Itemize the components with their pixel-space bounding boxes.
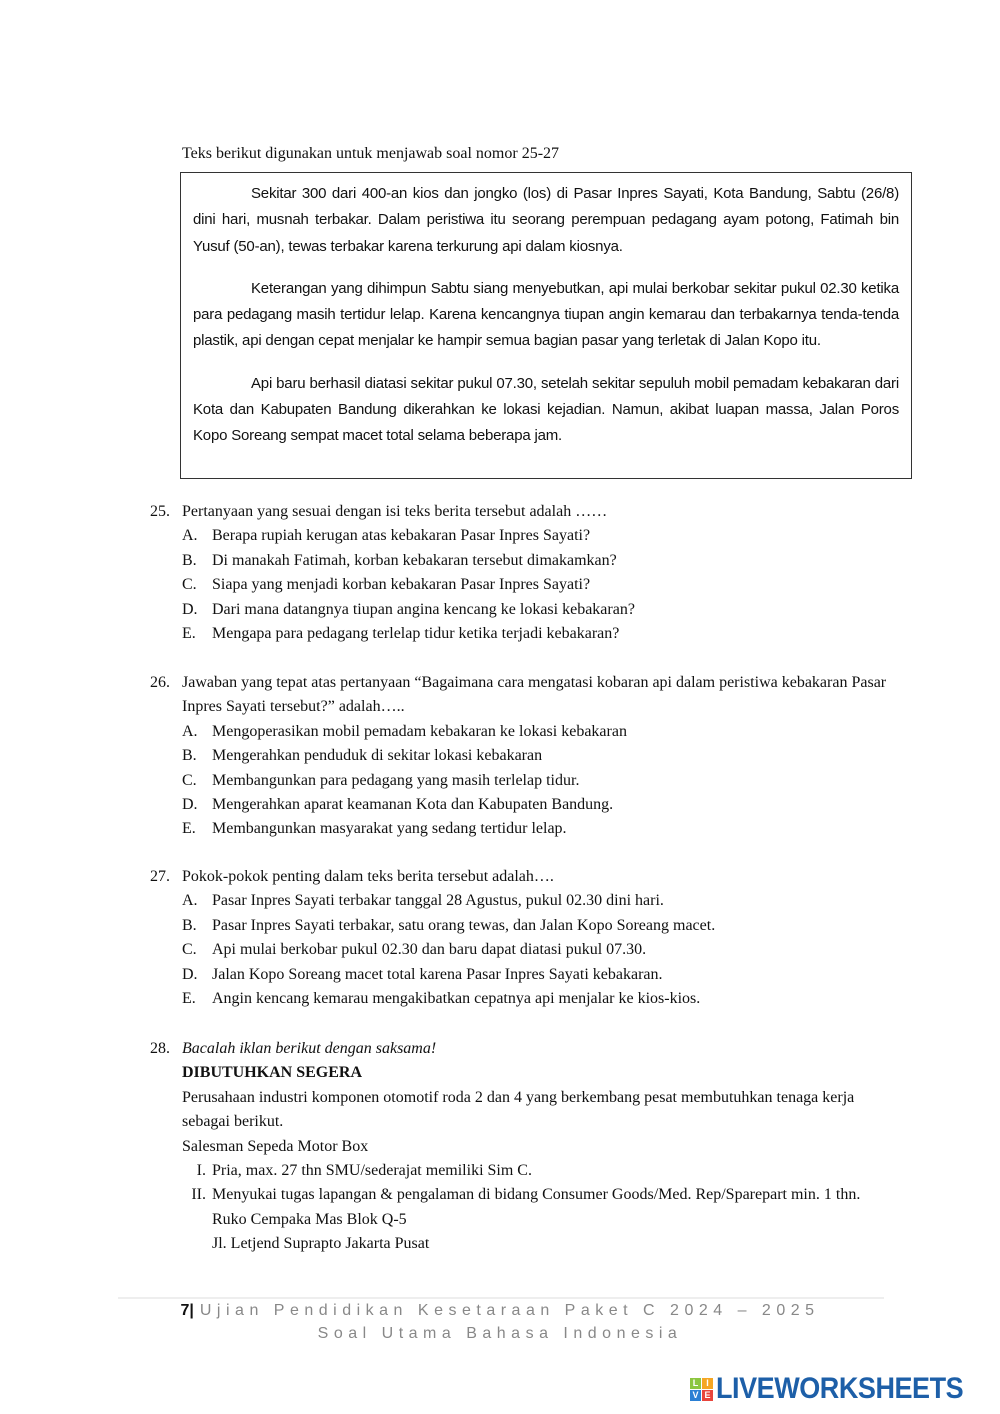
- footer-exam-title: Ujian Pendidikan Kesetaraan Paket C 2024 – 2025: [199, 1302, 820, 1319]
- option-c[interactable]: [150, 938, 890, 962]
- option-b[interactable]: [150, 549, 890, 573]
- option-c[interactable]: [150, 573, 890, 597]
- passage-paragraph: Sekitar 300 dari 400-an kios dan jongko (los) di Pasar Inpres Sayati, Kota Bandung, Sabtu (26/8) dini hari, musnah terbakar. Dalam peristiwa itu seorang perempuan pedagang ayam potong, Fatimah bin Yusuf (50-an), tewas terbakar karena terkurung api dalam kiosnya.: [193, 185, 899, 255]
- option-text: Membangunkan para pedagang yang masih terlelap tidur.: [212, 771, 580, 789]
- question-instruction: Bacalah iklan berikut dengan saksama!: [182, 1040, 437, 1057]
- question-number: 25.: [150, 503, 170, 520]
- option-text: Pasar Inpres Sayati terbakar, satu orang tewas, dan Jalan Kopo Soreang macet.: [212, 916, 716, 934]
- option-text: Mengoperasikan mobil pemadam kebakaran ke lokasi kebakaran: [212, 722, 627, 740]
- option-b[interactable]: [150, 744, 890, 768]
- question-text: Pokok-pokok penting dalam teks berita tersebut adalah….: [182, 868, 554, 885]
- option-text: Membangunkan masyarakat yang sedang tertidur lelap.: [212, 820, 567, 838]
- option-e[interactable]: [150, 622, 890, 646]
- liveworksheets-logo: [690, 1372, 991, 1406]
- option-c[interactable]: [150, 769, 890, 793]
- option-a[interactable]: [150, 720, 890, 744]
- option-text: Angin kencang kemarau mengakibatkan cepatnya api menjalar ke kios-kios.: [212, 990, 701, 1008]
- passage-paragraph: Api baru berhasil diatasi sekitar pukul 07.30, setelah sekitar sepuluh mobil pemadam kebakaran dari Kota dan Kabupaten Bandung dikerahkan ke lokasi kejadian. Namun, akibat luapan massa, Jalan Poros Kopo Soreang sempat macet total selama beberapa jam.: [193, 374, 899, 445]
- question-26: [150, 671, 890, 842]
- question-27: [150, 865, 890, 1011]
- option-a[interactable]: [150, 889, 890, 913]
- option-letter: C.: [182, 576, 197, 594]
- ad-requirement: [150, 1159, 890, 1183]
- requirement-numeral: I.: [196, 1162, 206, 1180]
- news-passage-box: [180, 172, 912, 479]
- option-d[interactable]: [150, 963, 890, 987]
- option-letter: E.: [182, 625, 196, 643]
- option-letter: E.: [182, 990, 196, 1008]
- option-text: Pasar Inpres Sayati terbakar tanggal 28 Agustus, pukul 02.30 dini hari.: [212, 892, 664, 910]
- ad-address-line: Jl. Letjend Suprapto Jakarta Pusat: [212, 1235, 430, 1253]
- option-letter: B.: [182, 916, 197, 934]
- question-number: 27.: [150, 868, 170, 885]
- option-text: Berapa rupiah kerugan atas kebakaran Pasar Inpres Sayati?: [212, 527, 591, 545]
- option-d[interactable]: [150, 793, 890, 817]
- question-28: [150, 1037, 890, 1257]
- ad-requirement: [150, 1183, 890, 1207]
- page-number: 7: [180, 1302, 190, 1319]
- logo-text: LIVEWORKSHEETS: [716, 1372, 964, 1405]
- ad-address-line: Ruko Cempaka Mas Blok Q-5: [212, 1210, 407, 1228]
- option-text: Dari mana datangnya tiupan angina kencang ke lokasi kebakaran?: [212, 600, 635, 618]
- footer-separator: |: [189, 1302, 194, 1319]
- option-letter: A.: [182, 892, 198, 910]
- option-letter: D.: [182, 600, 198, 618]
- option-b[interactable]: [150, 914, 890, 938]
- option-e[interactable]: [150, 817, 890, 841]
- option-text: Siapa yang menjadi korban kebakaran Pasar Inpres Sayati?: [212, 576, 591, 594]
- footer-divider: [118, 1297, 884, 1299]
- question-text: Pertanyaan yang sesuai dengan isi teks berita tersebut adalah ……: [182, 503, 608, 520]
- question-25: [150, 500, 890, 646]
- question-number: 28.: [150, 1040, 170, 1057]
- requirement-text: Pria, max. 27 thn SMU/sederajat memiliki Sim C.: [212, 1162, 532, 1180]
- option-text: Mengerahkan penduduk di sekitar lokasi kebakaran: [212, 747, 543, 765]
- option-letter: B.: [182, 551, 197, 569]
- option-letter: B.: [182, 747, 197, 765]
- option-letter: D.: [182, 796, 198, 814]
- option-a[interactable]: [150, 524, 890, 548]
- footer-line-1: [0, 1302, 1000, 1320]
- option-letter: D.: [182, 965, 198, 983]
- question-number: 26.: [150, 674, 170, 691]
- option-text: Mengerahkan aparat keamanan Kota dan Kabupaten Bandung.: [212, 796, 614, 814]
- option-letter: A.: [182, 527, 198, 545]
- ad-headline: DIBUTUHKAN SEGERA: [182, 1064, 363, 1082]
- footer-subject: Soal Utama Bahasa Indonesia: [317, 1325, 683, 1342]
- option-text: Di manakah Fatimah, korban kebakaran tersebut dimakamkan?: [212, 551, 617, 569]
- requirement-text: Menyukai tugas lapangan & pengalaman di bidang Consumer Goods/Med. Rep/Sparepart min. 1 thn.: [212, 1186, 861, 1204]
- requirement-numeral: II.: [191, 1186, 206, 1204]
- ad-position: Salesman Sepeda Motor Box: [182, 1137, 369, 1155]
- live-grid-icon: L I V E: [690, 1378, 713, 1401]
- option-letter: A.: [182, 722, 198, 740]
- ad-body: Perusahaan industri komponen otomotif roda 2 dan 4 yang berkembang pesat membutuhkan tenaga kerja sebagai berikut.: [182, 1088, 855, 1131]
- option-letter: E.: [182, 820, 196, 838]
- option-text: Mengapa para pedagang terlelap tidur ketika terjadi kebakaran?: [212, 625, 620, 643]
- option-letter: C.: [182, 771, 197, 789]
- option-e[interactable]: [150, 987, 890, 1011]
- option-letter: C.: [182, 941, 197, 959]
- question-text: Jawaban yang tepat atas pertanyaan “Bagaimana cara mengatasi kobaran api dalam peristiwa kebakaran Pasar Inpres Sayati tersebut?” adalah…..: [182, 674, 887, 716]
- option-text: Jalan Kopo Soreang macet total karena Pasar Inpres Sayati kebakaran.: [212, 965, 663, 983]
- option-text: Api mulai berkobar pukul 02.30 dan baru dapat diatasi pukul 07.30.: [212, 941, 647, 959]
- passage-paragraph: Keterangan yang dihimpun Sabtu siang menyebutkan, api mulai berkobar sekitar pukul 02.30 ketika para pedagang masih tertidur lelap. Karena kencangnya tiupan angin kemarau dan terbakarnya tenda-tenda plastik, api dengan cepat menjalar ke hampir semua bagian pasar yang terletak di Jalan Kopo itu.: [193, 279, 899, 350]
- passage-instruction: Teks berikut digunakan untuk menjawab soal nomor 25-27: [182, 145, 560, 162]
- option-d[interactable]: [150, 598, 890, 622]
